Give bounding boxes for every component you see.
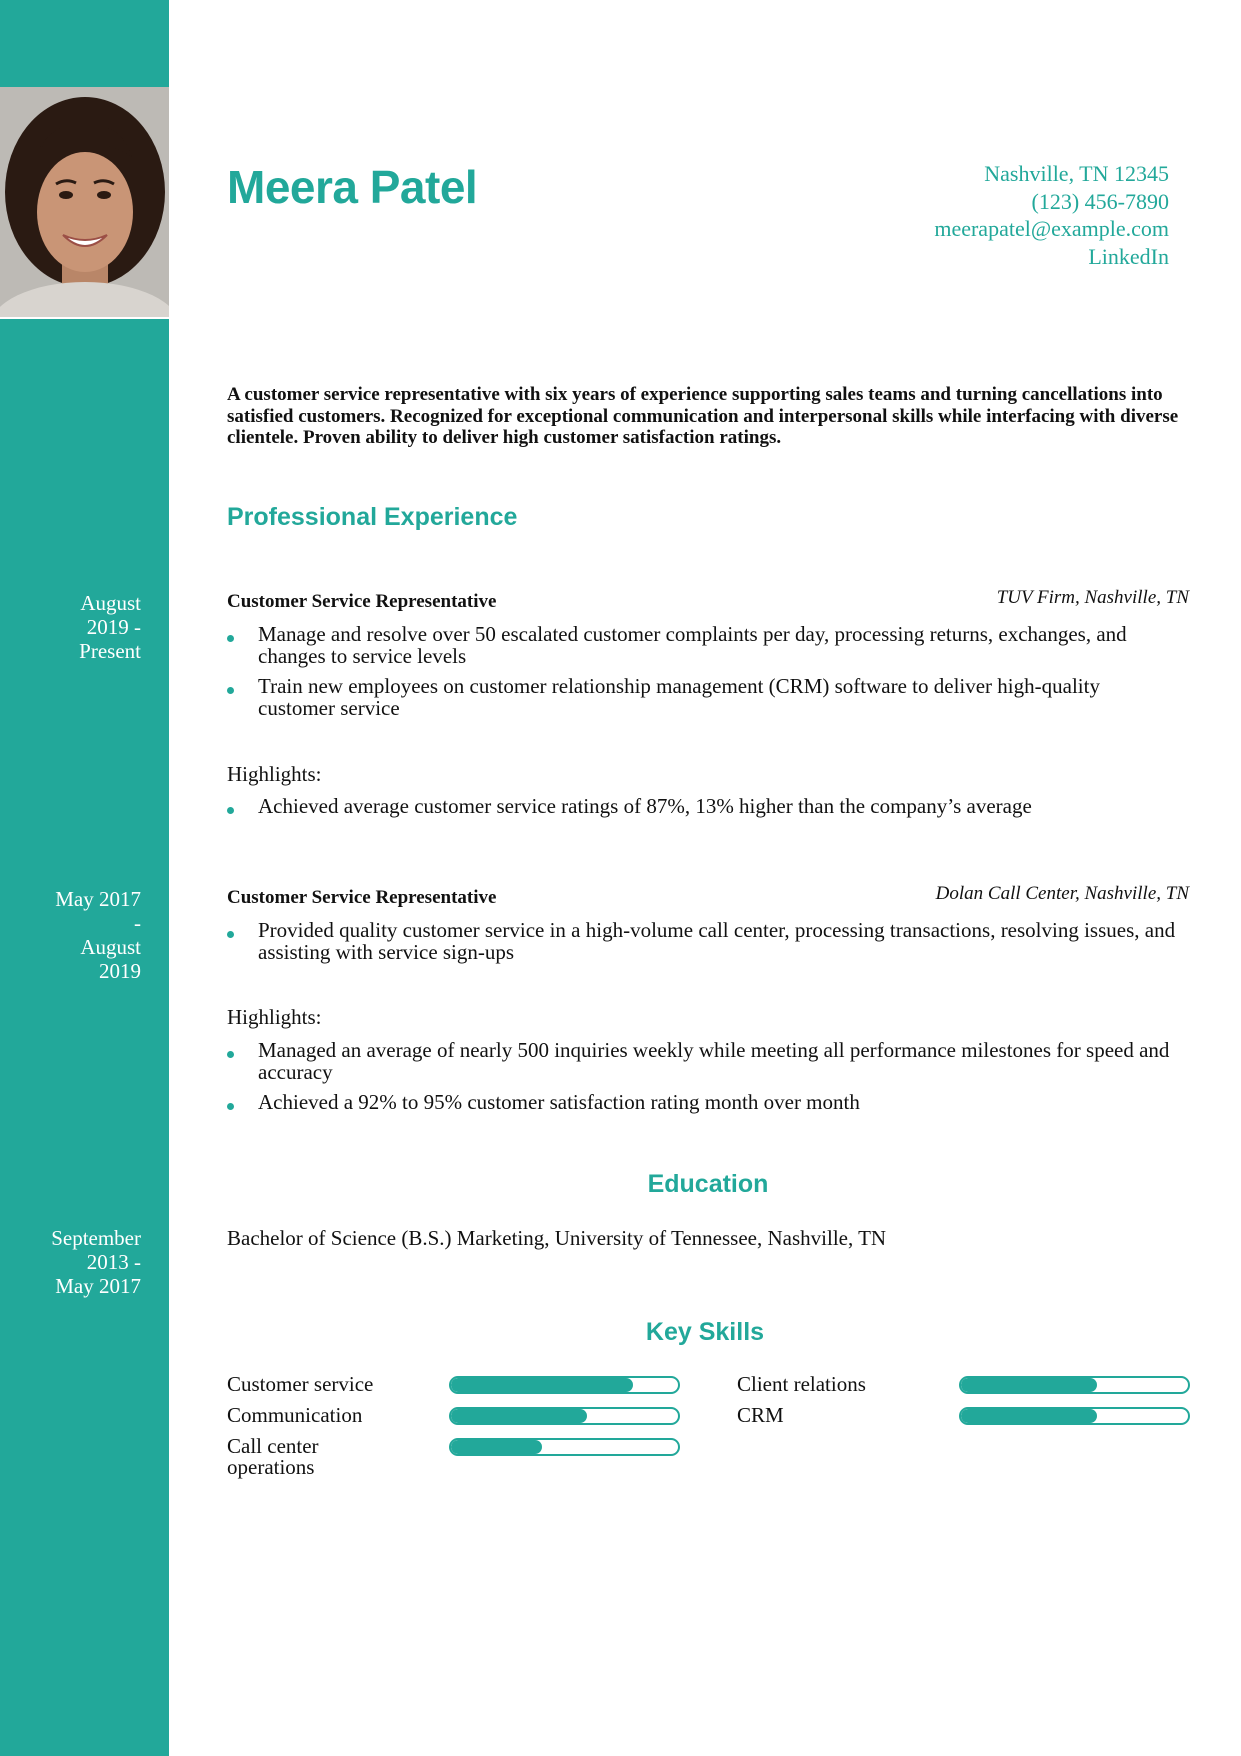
skill-bar bbox=[959, 1376, 1190, 1394]
skill-label: Call center operations bbox=[227, 1434, 319, 1479]
list-item bbox=[227, 1040, 1177, 1083]
bullet-icon bbox=[227, 635, 234, 642]
job-2-highlights bbox=[227, 1040, 1177, 1123]
education-date-line: September bbox=[51, 1226, 141, 1250]
bullet-text: Manage and resolve over 50 escalated customer complaints per day, processing returns, exchanges, and changes to service levels bbox=[258, 622, 1127, 668]
job-1-dates bbox=[21, 591, 141, 663]
job-2-title: Customer Service Representative bbox=[227, 887, 497, 908]
skill-bar-fill bbox=[961, 1409, 1097, 1423]
job-2-date-line: 2019 bbox=[99, 959, 141, 983]
job-1-date-line: Present bbox=[79, 639, 141, 663]
bullet-icon bbox=[227, 931, 234, 938]
job-1-date-line: 2019 - bbox=[86, 615, 141, 639]
professional-summary: A customer service representative with six years of experience supporting sales teams and turning cancellations into satisfied customers. Recognized for exceptional communication and interpersonal skills while interfacing with diverse clientele. Proven ability to deliver high customer satisfaction ratings. bbox=[227, 384, 1179, 448]
education-date-line: 2013 - bbox=[86, 1250, 141, 1274]
job-1-company: TUV Firm, Nashville, TN bbox=[996, 587, 1189, 608]
skill-bar bbox=[449, 1407, 680, 1425]
job-2-date-line: - bbox=[134, 911, 141, 935]
skill-label: CRM bbox=[737, 1403, 784, 1427]
job-1-bullets bbox=[227, 624, 1177, 728]
bullet-text: Train new employees on customer relationship management (CRM) software to deliver high-quality customer service bbox=[258, 674, 1100, 720]
skill-label: Communication bbox=[227, 1403, 363, 1427]
candidate-name: Meera Patel bbox=[227, 161, 478, 213]
job-1-highlights bbox=[227, 796, 1177, 827]
bullet-text: Provided quality customer service in a high-volume call center, processing transactions, resolving issues, and assisting with service sign-ups bbox=[258, 918, 1176, 964]
bullet-icon bbox=[227, 1103, 234, 1110]
skill-label: Customer service bbox=[227, 1372, 374, 1396]
skill-bar-fill bbox=[451, 1440, 542, 1454]
contact-phone[interactable]: (123) 456-7890 bbox=[1031, 188, 1169, 214]
list-item bbox=[227, 676, 1177, 719]
contact-block bbox=[934, 160, 1169, 270]
education-entry: Bachelor of Science (B.S.) Marketing, University of Tennessee, Nashville, TN bbox=[227, 1226, 887, 1250]
bullet-text: Managed an average of nearly 500 inquiries weekly while meeting all performance milestones for speed and accuracy bbox=[258, 1038, 1170, 1084]
skill-bar-fill bbox=[451, 1378, 633, 1392]
bullet-icon bbox=[227, 1051, 234, 1058]
experience-heading: Professional Experience bbox=[227, 503, 518, 531]
job-2-company: Dolan Call Center, Nashville, TN bbox=[935, 883, 1189, 904]
contact-linkedin-link[interactable]: LinkedIn bbox=[1088, 243, 1169, 269]
list-item bbox=[227, 1092, 1177, 1114]
skill-bar-fill bbox=[451, 1409, 587, 1423]
skill-bar bbox=[449, 1438, 680, 1456]
skill-label: Client relations bbox=[737, 1372, 866, 1396]
bullet-text: Achieved a 92% to 95% customer satisfaction rating month over month bbox=[258, 1090, 860, 1114]
list-item bbox=[227, 920, 1177, 963]
skills-heading: Key Skills bbox=[645, 1318, 765, 1346]
job-2-date-line: August bbox=[80, 935, 141, 959]
education-dates bbox=[21, 1226, 141, 1298]
job-1-highlights-label: Highlights: bbox=[227, 762, 322, 786]
bullet-icon bbox=[227, 687, 234, 694]
skill-bar bbox=[959, 1407, 1190, 1425]
bullet-icon bbox=[227, 807, 234, 814]
bullet-text: Achieved average customer service ratings of 87%, 13% higher than the company’s average bbox=[258, 794, 1032, 818]
job-2-date-line: May 2017 bbox=[55, 887, 141, 911]
contact-location: Nashville, TN 12345 bbox=[984, 161, 1169, 186]
job-2-highlights-label: Highlights: bbox=[227, 1005, 322, 1029]
education-date-line: May 2017 bbox=[55, 1274, 141, 1298]
skill-bar-fill bbox=[961, 1378, 1097, 1392]
list-item bbox=[227, 624, 1177, 667]
education-heading: Education bbox=[647, 1170, 769, 1198]
skill-bar bbox=[449, 1376, 680, 1394]
list-item bbox=[227, 796, 1177, 818]
job-1-title: Customer Service Representative bbox=[227, 591, 497, 612]
job-2-dates bbox=[21, 887, 141, 983]
job-1-date-line: August bbox=[80, 591, 141, 615]
profile-photo bbox=[0, 87, 169, 319]
job-2-bullets bbox=[227, 920, 1177, 972]
contact-email[interactable]: meerapatel@example.com bbox=[934, 216, 1169, 241]
